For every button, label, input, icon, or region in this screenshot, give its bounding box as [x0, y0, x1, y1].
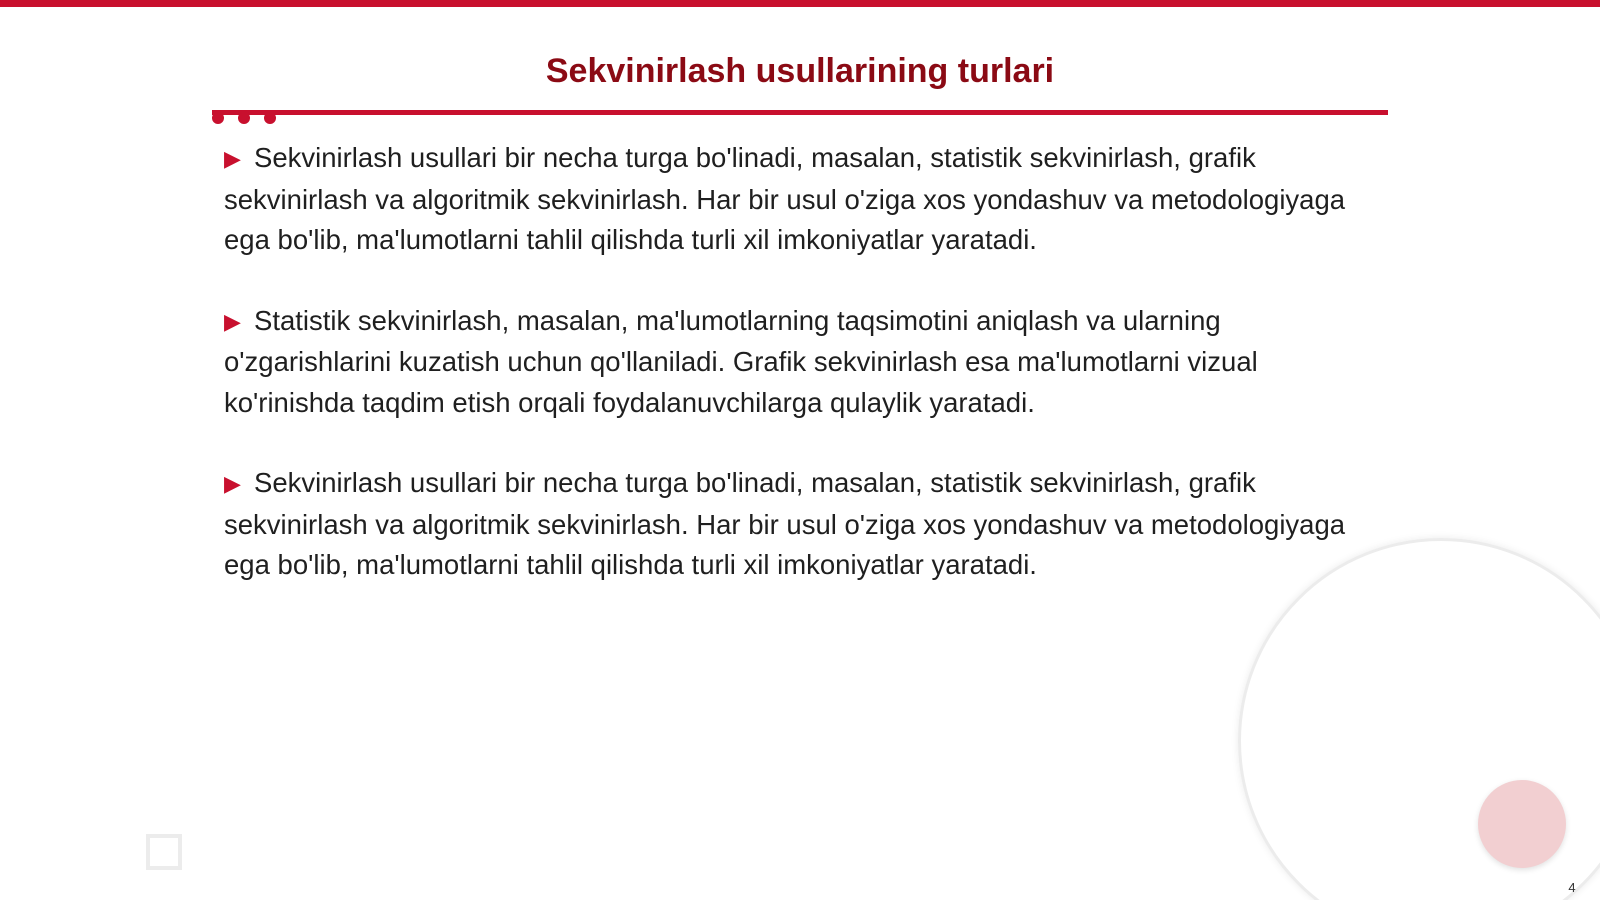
bullet-item [224, 463, 1384, 586]
decorative-square-outline [146, 834, 182, 870]
slide-title: Sekvinirlash usullarining turlari [545, 52, 1055, 90]
triangle-right-icon: ▶ [224, 146, 241, 171]
bullet-text: Statistik sekvinirlash, masalan, ma'lumotlarning taqsimotini aniqlash va ularning o'zgarishlarini kuzatish uchun qo'llaniladi. Grafik sekvinirlash esa ma'lumotlarni vizual ko'rinishda taqdim etish orqali foydalanuvchilarga qulaylik yaratadi. [224, 304, 1258, 418]
bullet-item [224, 301, 1384, 424]
bullet-text: Sekvinirlash usullari bir necha turga bo'linadi, masalan, statistik sekvinirlash, grafik sekvinirlash va algoritmik sekvinirlash. Har bir usul o'ziga xos yondashuv va metodologiyaga ega bo'lib, ma'lumotlarni tahlil qilishda turli xil imkoniyatlar yaratadi. [224, 467, 1346, 580]
bullet-item [224, 138, 1384, 261]
title-dots-decoration [212, 112, 282, 126]
triangle-right-icon: ▶ [224, 471, 241, 496]
top-accent-bar [0, 0, 1600, 7]
slide-page-number: 4 [1568, 880, 1576, 895]
dot-icon [212, 112, 224, 124]
triangle-right-icon: ▶ [224, 308, 241, 334]
dot-icon [238, 112, 250, 124]
bullet-list [224, 138, 1384, 626]
title-underline-rule [212, 110, 1388, 115]
bullet-text: Sekvinirlash usullari bir necha turga bo'linadi, masalan, statistik sekvinirlash, grafik sekvinirlash va algoritmik sekvinirlash. Har bir usul o'ziga xos yondashuv va metodologiyaga ega bo'lib, ma'lumotlarni tahlil qilishda turli xil imkoniyatlar yaratadi. [224, 142, 1346, 255]
dot-icon [264, 112, 276, 124]
decorative-pink-circle [1478, 780, 1566, 868]
